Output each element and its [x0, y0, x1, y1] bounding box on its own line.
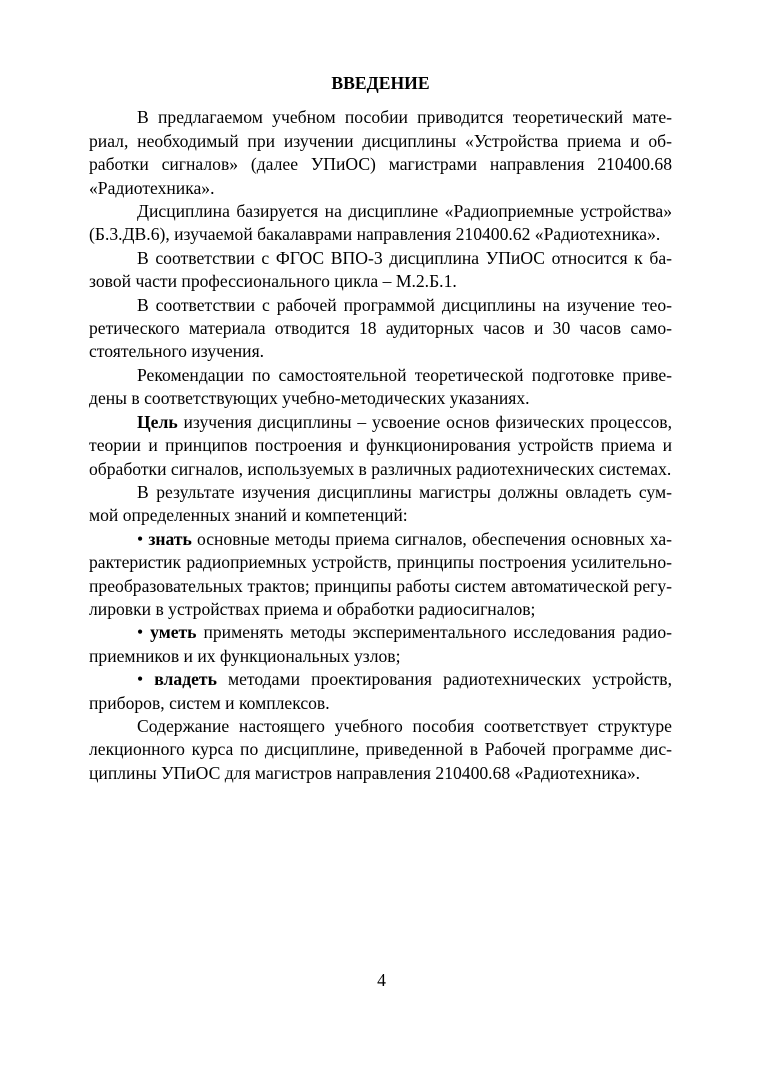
section-title: ВВЕДЕНИЕ	[331, 73, 430, 93]
competency-text: применять методы экспериментального исследования радиоприемников и их функциональных узлов;	[89, 622, 672, 666]
paragraph-closing: Содержание настоящего учебного пособия соответствует структуре лекционного курса по дисциплине, приведенной в Рабочей программе дисциплины УПиОС для магистров направления 210400.68 «Радиотехника».	[89, 715, 672, 783]
paragraph-recommendations: Рекомендации по самостоятельной теоретической подготовке приведены в соответствующих учебно-методических указаниях.	[89, 364, 672, 409]
paragraph-base-discipline: Дисциплина базируется на дисциплине «Радиоприемные устройства» (Б.3.ДВ.6), изучаемой бакалаврами направления 210400.62 «Радиотехника».	[89, 201, 672, 245]
competency-keyword: владеть	[154, 669, 217, 690]
goal-text: изучения дисциплины – усвоение основ физических процессов, теории и принципов построения и функционирования устройств приема и обработки сигналов, используемых в различных радиотехнических системах.	[89, 411, 672, 479]
competency-keyword: знать	[148, 528, 192, 549]
paragraph-hours: В соответствии с рабочей программой дисциплины на изучение теоретического материала отводится 18 аудиторных часов и 30 часов самостоятельного изучения.	[89, 294, 672, 362]
page-content	[89, 72, 672, 785]
bullet-icon: •	[137, 622, 151, 643]
bullet-icon: •	[137, 528, 149, 549]
competency-master	[89, 668, 672, 715]
competency-text: основные методы приема сигналов, обеспечения основных характеристик радиоприемных устройств, принципы построения усилительно-преобразовательных трактов; принципы работы систем автоматической регулировки в устройствах приема и обработки радиосигналов;	[89, 528, 672, 619]
paragraph-intro: В предлагаемом учебном пособии приводится теоретический материал, необходимый при изучении дисциплины «Устройства приема и обработки сигналов» (далее УПиОС) магистрами направления 210400.68 «Радиотехника».	[89, 107, 672, 198]
competency-be-able	[89, 621, 672, 668]
paragraph-result-intro: В результате изучения дисциплины магистры должны овладеть суммой определенных знаний и компетенций:	[89, 481, 672, 526]
competency-text: методами проектирования радиотехнических устройств, приборов, систем и комплексов.	[89, 669, 673, 713]
competency-keyword: уметь	[150, 622, 197, 643]
page-number: 4	[377, 970, 386, 990]
bullet-icon: •	[137, 669, 155, 690]
paragraph-goal	[89, 411, 672, 481]
goal-keyword: Цель	[137, 411, 178, 432]
paragraph-fgos: В соответствии с ФГОС ВПО-3 дисциплина УПиОС относится к базовой части профессионального цикла – М.2.Б.1.	[89, 247, 672, 292]
competency-know	[89, 528, 672, 622]
